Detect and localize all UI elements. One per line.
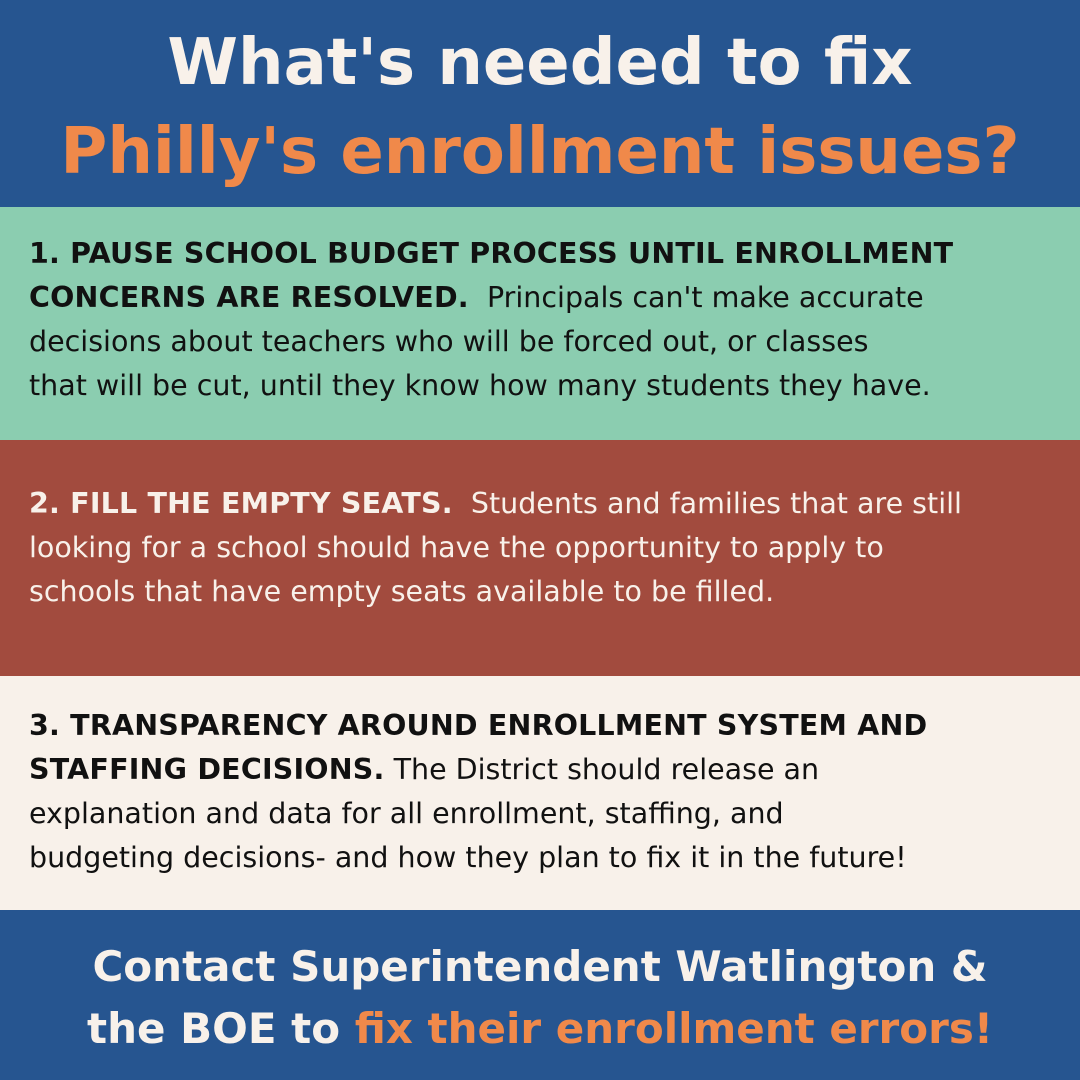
footer-line-2-prefix: the BOE to: [87, 1004, 341, 1053]
header: [0, 0, 1080, 207]
point-3-body-line-1: The District should release an: [393, 753, 820, 786]
footer-line-2-accent: fix their enrollment errors!: [354, 1004, 993, 1053]
point-3-text: [29, 704, 1059, 880]
footer-line-2: [0, 996, 1080, 1062]
point-3-body-line-3: budgeting decisions- and how they plan to fix it in the future!: [29, 841, 907, 874]
point-2-body-line-2: looking for a school should have the opportunity to apply to: [29, 531, 884, 564]
point-1-heading-line-2: CONCERNS ARE RESOLVED.: [29, 281, 469, 314]
headline-line-2: Philly's enrollment issues?: [60, 115, 1020, 189]
footer-line-1: Contact Superintendent Watlington &: [92, 942, 988, 991]
point-2-heading: 2. FILL THE EMPTY SEATS.: [29, 487, 453, 520]
point-2-body-line-1: Students and families that are still: [470, 487, 962, 520]
point-2-text: [29, 482, 1059, 614]
point-1-body-line-2: decisions about teachers who will be forced out, or classes: [29, 325, 869, 358]
point-3-heading-line-2: STAFFING DECISIONS.: [29, 753, 385, 786]
point-3-heading-line-1: 3. TRANSPARENCY AROUND ENROLLMENT SYSTEM AND: [29, 709, 928, 742]
point-2-body-line-3: schools that have empty seats available to be filled.: [29, 575, 775, 608]
point-1-heading-line-1: 1. PAUSE SCHOOL BUDGET PROCESS UNTIL ENROLLMENT: [29, 237, 954, 270]
point-1-text: [29, 232, 1059, 408]
point-3-body-line-2: explanation and data for all enrollment, staffing, and: [29, 797, 784, 830]
point-1-body-line-3: that will be cut, until they know how many students they have.: [29, 369, 931, 402]
footer-call-to-action: [0, 910, 1080, 1080]
point-1-body-line-1: Principals can't make accurate: [486, 281, 924, 314]
headline-line-1: What's needed to fix: [167, 26, 913, 100]
